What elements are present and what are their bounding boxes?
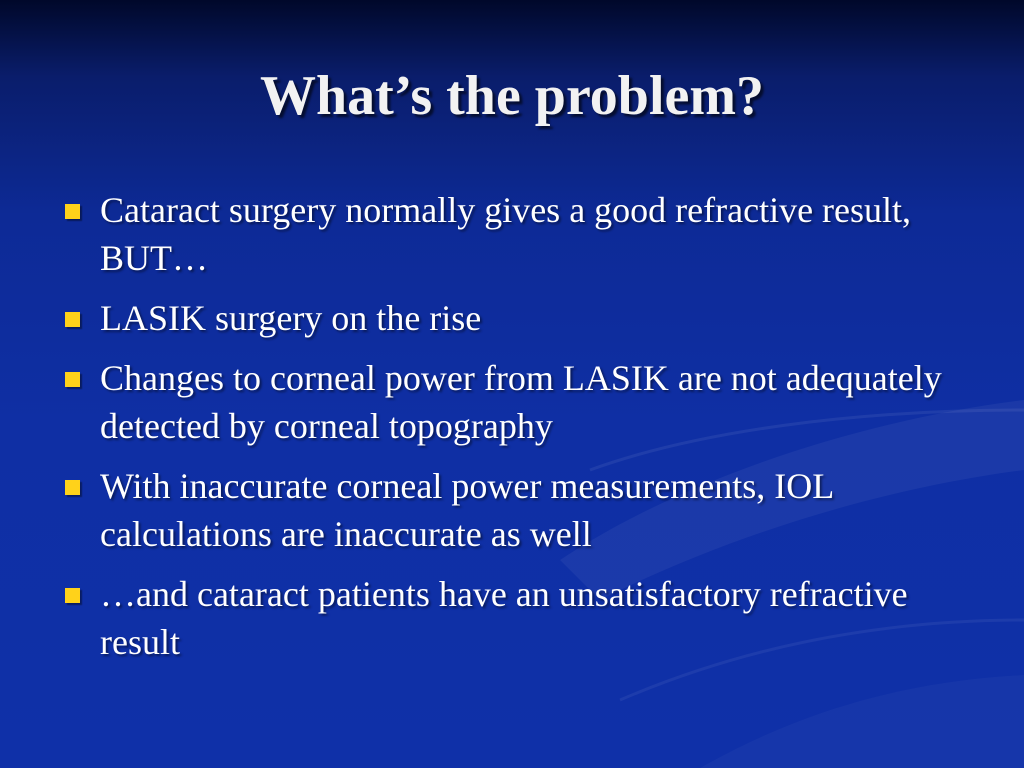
square-bullet-icon bbox=[65, 312, 80, 327]
bullet-list bbox=[62, 186, 977, 678]
square-bullet-icon bbox=[65, 372, 80, 387]
bullet-item bbox=[62, 462, 977, 558]
square-bullet-icon bbox=[65, 204, 80, 219]
bullet-text: LASIK surgery on the rise bbox=[100, 298, 482, 338]
square-bullet-icon bbox=[65, 588, 80, 603]
bullet-item bbox=[62, 186, 977, 282]
bullet-text: Cataract surgery normally gives a good refractive result, BUT… bbox=[100, 190, 912, 278]
bullet-item bbox=[62, 354, 977, 450]
bullet-item bbox=[62, 294, 977, 342]
bullet-text: Changes to corneal power from LASIK are not adequately detected by corneal topography bbox=[100, 358, 942, 446]
square-bullet-icon bbox=[65, 480, 80, 495]
slide-title: What’s the problem? bbox=[260, 65, 764, 127]
bullet-text: …and cataract patients have an unsatisfactory refractive result bbox=[100, 574, 908, 662]
bullet-text: With inaccurate corneal power measurements, IOL calculations are inaccurate as well bbox=[100, 466, 833, 554]
bullet-item bbox=[62, 570, 977, 666]
